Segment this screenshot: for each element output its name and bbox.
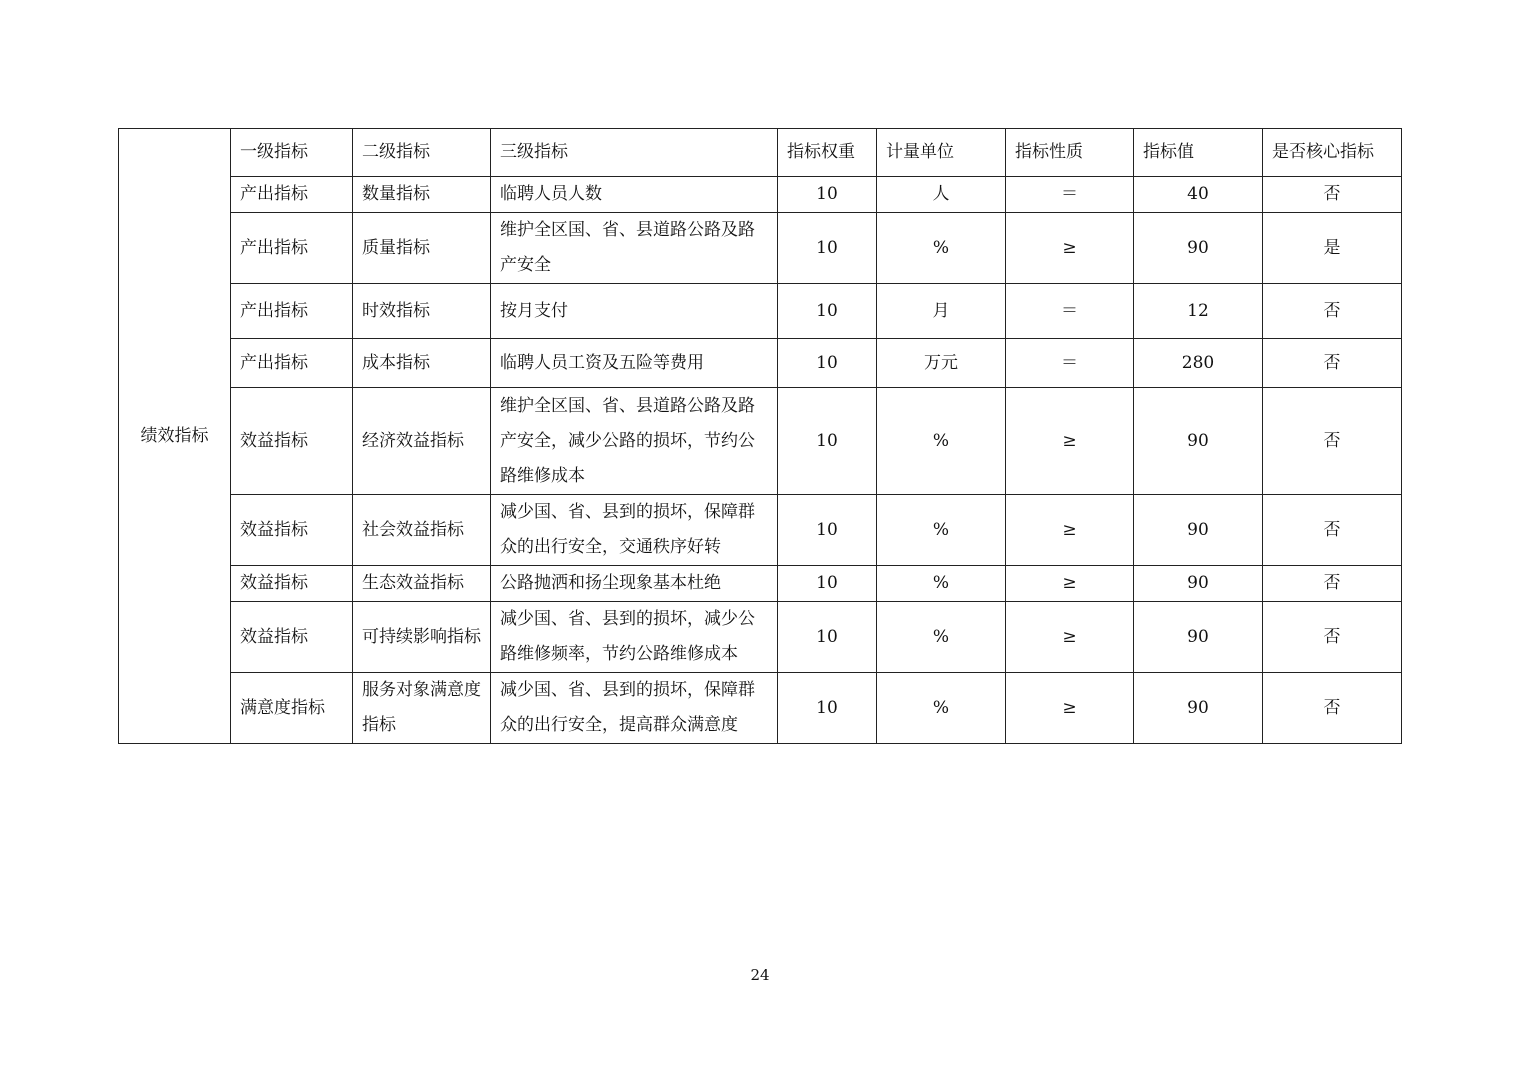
- header-cell: 是否核心指标: [1263, 129, 1402, 177]
- weight-cell: 10: [778, 213, 877, 284]
- weight-cell: 10: [778, 602, 877, 673]
- level1-cell: 产出指标: [231, 339, 353, 388]
- page-number: 24: [750, 966, 770, 984]
- header-cell: 二级指标: [353, 129, 491, 177]
- level2-cell: 成本指标: [353, 339, 491, 388]
- unit-cell: %: [877, 602, 1006, 673]
- nature-cell: ≥: [1006, 213, 1134, 284]
- table-row: [119, 566, 1402, 602]
- level2-cell: 时效指标: [353, 284, 491, 339]
- unit-cell: 万元: [877, 339, 1006, 388]
- weight-cell: 10: [778, 177, 877, 213]
- core-cell: 否: [1263, 177, 1402, 213]
- value-cell: 12: [1134, 284, 1263, 339]
- header-cell: 一级指标: [231, 129, 353, 177]
- level2-cell: 服务对象满意度指标: [353, 673, 491, 744]
- table-row: [119, 339, 1402, 388]
- core-cell: 否: [1263, 602, 1402, 673]
- core-cell: 否: [1263, 673, 1402, 744]
- weight-cell: 10: [778, 284, 877, 339]
- level1-cell: 效益指标: [231, 388, 353, 495]
- core-cell: 是: [1263, 213, 1402, 284]
- unit-cell: %: [877, 566, 1006, 602]
- level3-cell: 公路抛洒和扬尘现象基本杜绝: [491, 566, 778, 602]
- weight-cell: 10: [778, 495, 877, 566]
- level3-cell: 维护全区国、省、县道路公路及路产安全，减少公路的损坏，节约公路维修成本: [491, 388, 778, 495]
- table-row: [119, 673, 1402, 744]
- header-cell: 指标值: [1134, 129, 1263, 177]
- level1-cell: 效益指标: [231, 495, 353, 566]
- level1-cell: 产出指标: [231, 284, 353, 339]
- table-row: [119, 177, 1402, 213]
- nature-cell: ≥: [1006, 495, 1134, 566]
- header-cell: 计量单位: [877, 129, 1006, 177]
- unit-cell: %: [877, 495, 1006, 566]
- weight-cell: 10: [778, 566, 877, 602]
- weight-cell: 10: [778, 673, 877, 744]
- value-cell: 90: [1134, 566, 1263, 602]
- level3-cell: 临聘人员人数: [491, 177, 778, 213]
- level3-cell: 按月支付: [491, 284, 778, 339]
- weight-cell: 10: [778, 339, 877, 388]
- nature-cell: ≥: [1006, 602, 1134, 673]
- value-cell: 90: [1134, 495, 1263, 566]
- core-cell: 否: [1263, 566, 1402, 602]
- header-row: [119, 129, 1402, 177]
- level3-cell: 减少国、省、县到的损坏，保障群众的出行安全，交通秩序好转: [491, 495, 778, 566]
- table-row: [119, 602, 1402, 673]
- value-cell: 90: [1134, 602, 1263, 673]
- nature-cell: ＝: [1006, 284, 1134, 339]
- level3-cell: 减少国、省、县到的损坏，保障群众的出行安全，提高群众满意度: [491, 673, 778, 744]
- nature-cell: ＝: [1006, 177, 1134, 213]
- group-label-cell: 绩效指标: [119, 129, 231, 744]
- level2-cell: 质量指标: [353, 213, 491, 284]
- value-cell: 90: [1134, 388, 1263, 495]
- unit-cell: 人: [877, 177, 1006, 213]
- level2-cell: 可持续影响指标: [353, 602, 491, 673]
- nature-cell: ≥: [1006, 388, 1134, 495]
- unit-cell: %: [877, 673, 1006, 744]
- unit-cell: 月: [877, 284, 1006, 339]
- level1-cell: 产出指标: [231, 213, 353, 284]
- level2-cell: 社会效益指标: [353, 495, 491, 566]
- nature-cell: ≥: [1006, 673, 1134, 744]
- table-row: [119, 284, 1402, 339]
- level2-cell: 生态效益指标: [353, 566, 491, 602]
- level1-cell: 满意度指标: [231, 673, 353, 744]
- unit-cell: %: [877, 213, 1006, 284]
- unit-cell: %: [877, 388, 1006, 495]
- value-cell: 280: [1134, 339, 1263, 388]
- header-cell: 三级指标: [491, 129, 778, 177]
- value-cell: 90: [1134, 213, 1263, 284]
- core-cell: 否: [1263, 284, 1402, 339]
- core-cell: 否: [1263, 388, 1402, 495]
- header-cell: 指标权重: [778, 129, 877, 177]
- level2-cell: 数量指标: [353, 177, 491, 213]
- level1-cell: 效益指标: [231, 566, 353, 602]
- nature-cell: ≥: [1006, 566, 1134, 602]
- table-row: [119, 213, 1402, 284]
- level1-cell: 产出指标: [231, 177, 353, 213]
- value-cell: 90: [1134, 673, 1263, 744]
- nature-cell: ＝: [1006, 339, 1134, 388]
- table-row: [119, 495, 1402, 566]
- level1-cell: 效益指标: [231, 602, 353, 673]
- level3-cell: 减少国、省、县到的损坏，减少公路维修频率，节约公路维修成本: [491, 602, 778, 673]
- table-row: [119, 388, 1402, 495]
- weight-cell: 10: [778, 388, 877, 495]
- level3-cell: 临聘人员工资及五险等费用: [491, 339, 778, 388]
- value-cell: 40: [1134, 177, 1263, 213]
- core-cell: 否: [1263, 339, 1402, 388]
- performance-indicator-table: [118, 128, 1402, 744]
- level2-cell: 经济效益指标: [353, 388, 491, 495]
- level3-cell: 维护全区国、省、县道路公路及路产安全: [491, 213, 778, 284]
- core-cell: 否: [1263, 495, 1402, 566]
- header-cell: 指标性质: [1006, 129, 1134, 177]
